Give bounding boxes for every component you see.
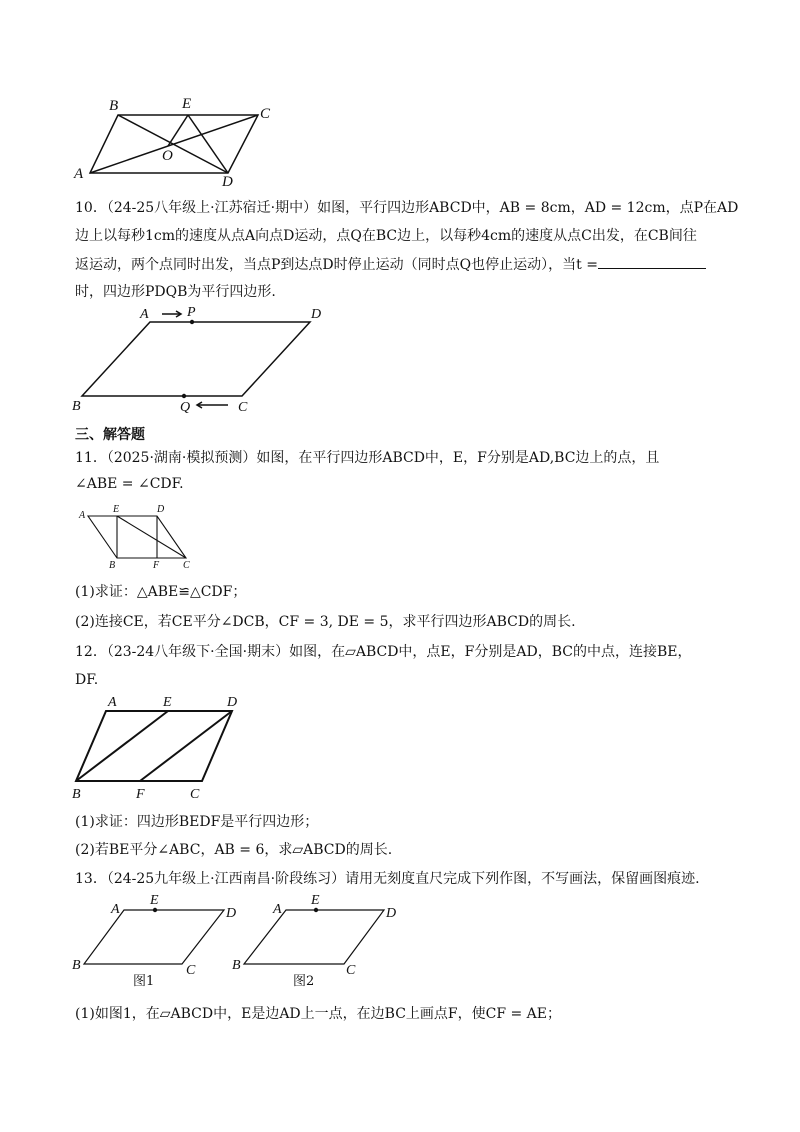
- fig2-label-d: D: [386, 906, 397, 921]
- q13-sub-1: (1)如图1，在▱ABCD中，E是边AD上一点，在边BC上画点F，使CF = AE；: [75, 1006, 562, 1022]
- q10-line-3-text: 返运动，两个点同时出发，当点P到达点D时停止运动（同时点Q也停止运动），当t =: [75, 257, 598, 273]
- fig2-caption: 图2: [293, 974, 315, 989]
- q10-line-3: [75, 254, 706, 275]
- fig-q12-label-e: E: [163, 695, 172, 710]
- fig-q11-label-c: C: [183, 560, 190, 571]
- q11-line-2: ∠ABE = ∠CDF.: [75, 476, 184, 492]
- q12-line-1: 12．（23-24八年级下·全国·期末）如图，在▱ABCD中，点E，F分别是AD，BC的中点，连接BE，: [75, 644, 692, 660]
- q12-sub-1: (1)求证：四边形BEDF是平行四边形；: [75, 814, 319, 830]
- fig1-label-a: A: [111, 902, 120, 917]
- fig-q12-label-b: B: [72, 787, 81, 802]
- q12-sub-2: (2)若BE平分∠ABC，AB = 6，求▱ABCD的周长.: [75, 842, 393, 858]
- q13-line-1: 13．（24-25九年级上·江西南昌·阶段练习）请用无刻度直尺完成下列作图，不写画法，保留画图痕迹.: [75, 871, 700, 887]
- fig-top-label-e: E: [182, 96, 192, 112]
- fig-q10-label-d: D: [311, 307, 322, 322]
- q11-sub-1: (1)求证：△ABE≌△CDF；: [75, 584, 247, 600]
- fig-top-label-a: A: [74, 166, 84, 182]
- fig1-caption: 图1: [133, 974, 155, 989]
- fig-q10-label-a: A: [140, 307, 149, 322]
- fig2-label-c: C: [346, 963, 356, 978]
- fig-q11-label-d: D: [157, 504, 165, 515]
- fig2-label-e: E: [311, 893, 320, 908]
- q10-line-1: 10．（24-25八年级上·江苏宿迁·期中）如图，平行四边形ABCD中，AB = 8cm，AD = 12cm，点P在AD: [75, 200, 739, 216]
- fig-top-label-o: O: [162, 148, 173, 164]
- section-title: 三、解答题: [75, 427, 145, 443]
- answer-blank: [598, 254, 706, 269]
- fig-q11-label-f: F: [153, 560, 160, 571]
- fig-top-label-c: C: [260, 106, 271, 122]
- fig1-label-d: D: [226, 906, 237, 921]
- q11-line-1: 11．（2025·湖南·模拟预测）如图，在平行四边形ABCD中，E，F分别是AD,BC边上的点，且: [75, 450, 660, 466]
- fig2-label-a: A: [273, 902, 282, 917]
- fig-q10-label-q: Q: [180, 400, 191, 415]
- fig-q12-label-f: F: [136, 787, 145, 802]
- fig-q12-label-d: D: [227, 695, 238, 710]
- fig2-label-b: B: [232, 958, 241, 973]
- q12-line-2: DF.: [75, 672, 99, 688]
- fig-top-label-b: B: [109, 98, 119, 114]
- q10-line-2: 边上以每秒1cm的速度从点A向点D运动，点Q在BC边上，以每秒4cm的速度从点C出发，在CB间往: [75, 228, 697, 244]
- fig-q11-label-a: A: [79, 510, 86, 521]
- fig-q11-label-b: B: [109, 560, 116, 571]
- fig-q12-label-c: C: [190, 787, 200, 802]
- fig-q10-label-c: C: [238, 400, 248, 415]
- q10-line-4: 时，四边形PDQB为平行四边形.: [75, 284, 276, 300]
- fig-q10-label-b: B: [72, 399, 81, 414]
- fig1-label-c: C: [186, 963, 196, 978]
- fig1-label-b: B: [72, 958, 81, 973]
- q11-sub-2: (2)连接CE，若CE平分∠DCB，CF = 3, DE = 5，求平行四边形ABCD的周长.: [75, 614, 576, 630]
- fig1-label-e: E: [150, 893, 159, 908]
- fig-q11-label-e: E: [113, 504, 120, 515]
- fig-top-label-d: D: [222, 174, 233, 190]
- fig-q12-label-a: A: [108, 695, 117, 710]
- fig-q10-label-p: P: [187, 305, 196, 320]
